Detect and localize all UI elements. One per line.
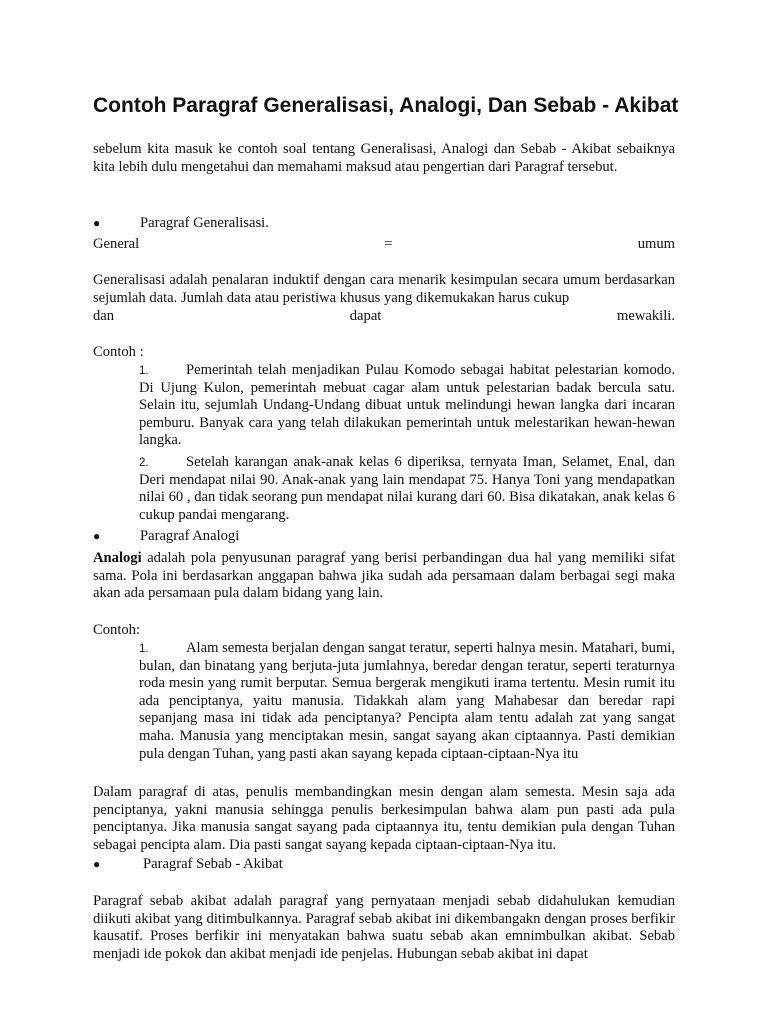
generalisasi-paragraph: Generalisasi adalah penalaran induktif dengan cara menarik kesimpulan secara umum berdasarkan sejumlah data. Jumlah data atau peristiwa khusus yang dikemukakan harus cukup	[93, 272, 675, 306]
section-heading-label: Paragraf Analogi	[140, 528, 240, 544]
intro-paragraph: sebelum kita masuk ke contoh soal tentang Generalisasi, Analogi dan Sebab - Akibat sebaiknya kita lebih dulu mengetahui dan memahami maksud atau pengertian dari Paragraf tersebut.	[93, 141, 675, 175]
generalisasi-paragraph-last-line	[93, 308, 675, 326]
bullet-icon: ●	[93, 216, 101, 230]
page-title: Contoh Paragraf Generalisasi, Analogi, Dan Sebab - Akibat	[93, 94, 679, 117]
analogi-term: Analogi	[93, 550, 142, 566]
section-heading-label: Paragraf Sebab - Akibat	[143, 856, 283, 872]
list-item-text: Pemerintah telah menjadikan Pulau Komodo sebagai habitat pelestarian komodo. Di Ujung Kulon, pemerintah mebuat cagar alam untuk pelestarian badak bercula satu. Selain itu, sejumlah Undang-Undang dibuat untuk melindungi hewan langka dari incaran pemburu. Banyak cara yang telah dilakukan pemerintah untuk melestarikan hewan-hewan langka.	[139, 362, 675, 449]
bullet-icon: ●	[93, 529, 101, 543]
definition-meaning: umum	[637, 236, 675, 252]
word: mewakili.	[617, 308, 675, 324]
definition-equals: =	[384, 236, 393, 252]
word: dan	[93, 308, 115, 324]
list-item-text: Alam semesta berjalan dengan sangat teratur, seperti halnya mesin. Matahari, bumi, bulan, dan binatang yang berjuta-juta jumlahnya, beredar dengan teratur, seperti teraturnya roda mesin yang rumit berputar. Semua bergerak mengikuti irama tertentu. Mesin rumit itu ada penciptanya, yaitu manusia. Tidakkah alam yang Mahabesar dan beredar rapi sepanjang masa ini tidak ada penciptanya? Pencipta alam tentu adalah zat yang sangat maha. Manusia yang menciptakan mesin, sangat sayang akan ciptaannya. Pasti demikian pula dengan Tuhan, yang pasti akan sayang kepada ciptaan-ciptaan-Nya itu	[139, 640, 675, 762]
definition-term: General	[93, 236, 140, 252]
list-item-number: 1.	[139, 365, 149, 377]
list-item	[139, 454, 675, 524]
analogi-definition: adalah pola penyusunan paragraf yang berisi perbandingan dua hal yang memiliki sifat sama. Pola ini berdasarkan anggapan bahwa jika sudah ada persamaan dalam berbagai segi maka akan ada persamaan pula dalam bidang yang lain.	[93, 550, 675, 602]
list-item-number: 2.	[139, 457, 149, 469]
contoh-label: Contoh:	[93, 622, 141, 638]
contoh-label: Contoh :	[93, 344, 144, 360]
list-item-number: 1.	[139, 643, 149, 655]
section-heading-label: Paragraf Generalisasi.	[140, 215, 269, 231]
analogi-paragraph	[93, 550, 675, 603]
analogi-explanation: Dalam paragraf di atas, penulis membandingkan mesin dengan alam semesta. Mesin saja ada penciptanya, yakni manusia sehingga penulis berkesimpulan bahwa alam pun pasti ada pula penciptanya. Jika manusia sangat sayang pada ciptaannya itu, tentu demikian pula dengan Tuhan sebagai pencipta alam. Dia pasti sangat sayang kepada ciptaan-ciptaan-Nya itu.	[93, 784, 675, 853]
list-item	[139, 640, 675, 763]
word: dapat	[349, 308, 382, 324]
bullet-icon: ●	[93, 857, 101, 871]
sebab-akibat-paragraph: Paragraf sebab akibat adalah paragraf yang pernyataan menjadi sebab didahulukan kemudian diikuti akibat yang ditimbulkannya. Paragraf sebab akibat ini dikembangakn dengan proses berfikir kausatif. Proses berfikir ini menyatakan bahwa suatu sebab akan emnimbulkan akibat. Sebab menjadi ide pokok dan akibat menjadi ide penjelas. Hubungan sebab akibat ini dapat	[93, 893, 675, 962]
list-item	[139, 362, 675, 450]
definition-row	[93, 236, 675, 254]
list-item-text: Setelah karangan anak-anak kelas 6 diperiksa, ternyata Iman, Selamet, Enal, dan Deri mendapat nilai 90. Anak-anak yang lain mendapat 75. Hanya Toni yang mendapatkan nilai 60 , dan tidak seorang pun mendapat nilai kurang dari 60. Bisa dikatakan, anak kelas 6 cukup pandai mengarang.	[139, 454, 675, 523]
